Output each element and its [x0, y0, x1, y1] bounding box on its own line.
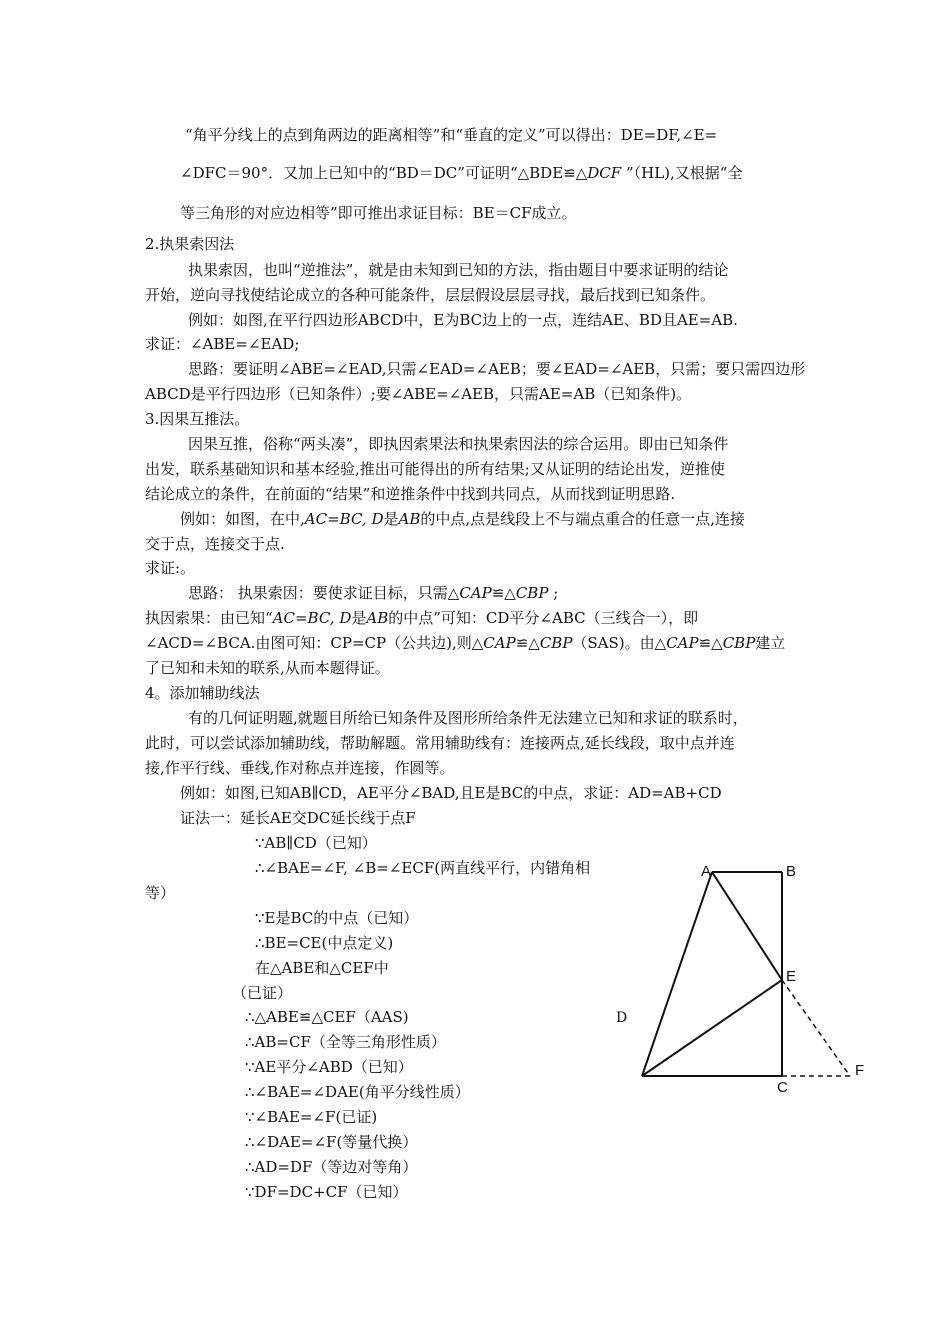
section-3-idea [188, 584, 558, 602]
section-2-paragraph-line-2: 开始，逆向寻找使结论成立的各种可能条件，层层假设层层寻找，最后找到已知条件。 [145, 286, 716, 304]
s3-l2-e: （SAS)。由△ [572, 634, 667, 652]
label-c: C [777, 1079, 788, 1096]
intro-line-2 [180, 164, 742, 182]
section-4-method-1: 证法一：延长AE交DC延长线于点F [180, 809, 416, 827]
label-b: B [786, 863, 797, 880]
proof-step: 在△ABE和△CEF中 [255, 959, 389, 977]
section-3-example-line-1 [180, 510, 745, 528]
s3-idea-e: ; [548, 584, 559, 602]
s3-idea-b: CAP [459, 584, 492, 602]
proof-step: ∴AB=CF（全等三角形性质） [245, 1033, 446, 1051]
proof-step: ∴∠DAE=∠F(等量代换） [245, 1133, 418, 1151]
s3-l2-c: ≌△ [515, 634, 540, 652]
section-2-idea-line-2: ABCD是平行四边形（已知条件）;要∠ABE=∠AEB，只需AE=AB（已知条件)。 [145, 385, 692, 403]
s3-ex-d: D [371, 510, 384, 528]
intro-line-2a: ∠DFC＝90°．又加上已知中的“BD＝DC”可证明“△BDE≌△ [180, 164, 588, 182]
section-2-idea-line-1: 思路：要证明∠ABE=∠EAD,只需∠EAD=∠AEB；要∠EAD=∠AEB，只需；要只需四边形 [188, 360, 806, 378]
s3-ex-f: AB [398, 510, 421, 528]
section-3-heading: 3.因果互推法。 [145, 410, 250, 428]
intro-line-2b: DCF [587, 164, 622, 182]
section-4-paragraph-line-1: 有的几何证明题,就题目所给已知条件及图形所给条件无法建立已知和求证的联系时， [188, 709, 748, 727]
section-4-paragraph-line-2: 此时，可以尝试添加辅助线，帮助解题。常用辅助线有：连接两点,延长线段，取中点并连 [145, 734, 735, 752]
section-2-heading: 2.执果索因法 [145, 235, 235, 253]
label-e: E [786, 968, 797, 985]
s3-zy-d: D [339, 609, 352, 627]
segment-ae [712, 872, 782, 980]
proof-step: ∴△ABE≌△CEF（AAS) [245, 1008, 409, 1026]
segment-ef-dashed [782, 980, 850, 1076]
section-4-example: 例如：如图,已知AB∥CD，AE平分∠BAD,且E是BC的中点，求证：AD=AB+CD [180, 784, 722, 802]
section-3-example-line-2: 交于点，连接交于点. [145, 535, 285, 553]
segment-de [642, 980, 782, 1076]
label-d: D [616, 1010, 628, 1026]
intro-line-2c: ”（HL),又根据“全 [621, 164, 743, 182]
proof-step: ∴AD=DF（等边对等角） [245, 1158, 418, 1176]
section-4-paragraph-line-3: 接,作平行线、垂线,作对称点并连接，作圆等。 [145, 759, 455, 777]
section-4-heading: 4。添加辅助线法 [145, 684, 260, 702]
intro-line-3: 等三角形的对应边相等”即可推出求证目标：BE＝CF成立。 [180, 204, 577, 222]
proof-step: ∴BE=CE(中点定义) [255, 934, 394, 952]
geometry-figure [600, 850, 880, 1110]
section-2-prove: 求证：∠ABE=∠EAD; [145, 335, 300, 353]
section-2-example: 例如：如图,在平行四边形ABCD中，E为BC边上的一点，连结AE、BD且AE=AB. [188, 311, 738, 329]
segment-ad [642, 872, 712, 1076]
label-a: A [701, 863, 712, 880]
s3-zy-b: AC=BC, [272, 609, 335, 627]
proof-step: ∵AE平分∠ABD（已知） [245, 1058, 413, 1076]
s3-l2-h: CBP [722, 634, 756, 652]
s3-ex-a: 例如：如图，在中, [180, 510, 305, 528]
section-3-analysis-line-3: 了已知和未知的联系,从而本题得证。 [145, 659, 390, 677]
section-3-analysis-line-2 [145, 634, 785, 652]
s3-l2-i: 建立 [755, 634, 786, 652]
section-3-analysis-line-1 [145, 609, 698, 627]
s3-zy-g: 的中点”可知：CD平分∠ABC（三线合一），即 [388, 609, 699, 627]
s3-l2-b: CAP [483, 634, 516, 652]
proof-step: ∵DF=DC+CF（已知） [245, 1183, 408, 1201]
s3-zy-e: 是 [351, 609, 367, 627]
section-3-paragraph-line-2: 出发，联系基础知识和基本经验,推出可能得出的所有结果;又从证明的结论出发，逆推使 [145, 460, 725, 478]
intro-line-1: “角平分线上的点到角两边的距离相等”和“垂直的定义”可以得出：DE=DF,∠E= [185, 126, 718, 144]
s3-l2-g: ≌△ [698, 634, 723, 652]
section-3-prove: 求证:。 [145, 559, 196, 577]
s3-l2-d: CBP [539, 634, 573, 652]
s3-zy-f: AB [366, 609, 389, 627]
s3-l2-a: ∠ACD=∠BCA.由图可知：CP=CP（公共边),则△ [145, 634, 484, 652]
s3-l2-f: CAP [666, 634, 699, 652]
proof-step: ∴∠BAE=∠DAE(角平分线性质） [245, 1083, 470, 1101]
label-f: F [855, 1062, 865, 1079]
proof-step: ∵E是BC的中点（已知） [255, 909, 419, 927]
s3-ex-b: AC=BC, [304, 510, 367, 528]
section-3-paragraph-line-3: 结论成立的条件，在前面的“结果”和逆推条件中找到共同点，从而找到证明思路. [145, 485, 676, 503]
s3-idea-c: ≌△ [491, 584, 516, 602]
s3-idea-a: 思路： 执果索因：要使求证目标，只需△ [188, 584, 460, 602]
s3-zy-a: 执因索果：由已知“ [145, 609, 273, 627]
proof-step: ∴∠BAE=∠F, ∠B=∠ECF(两直线平行，内错角相 [255, 859, 591, 877]
s3-ex-e: 是 [383, 510, 399, 528]
proof-step: ∵∠BAE=∠F(已证) [245, 1108, 378, 1126]
s3-ex-g: 的中点,点是线段上不与端点重合的任意一点,连接 [420, 510, 745, 528]
section-2-paragraph-line-1: 执果索因，也叫“逆推法”，就是由未知到已知的方法，指由题目中要求证明的结论 [188, 261, 729, 279]
s3-idea-d: CBP [515, 584, 549, 602]
section-3-paragraph-line-1: 因果互推，俗称“两头凑”，即执因索果法和执果索因法的综合运用。即由已知条件 [188, 435, 729, 453]
proof-step: ∵AB∥CD（已知） [255, 834, 377, 852]
proof-step: 等） [145, 884, 176, 902]
proof-step: （已证） [232, 984, 293, 1002]
